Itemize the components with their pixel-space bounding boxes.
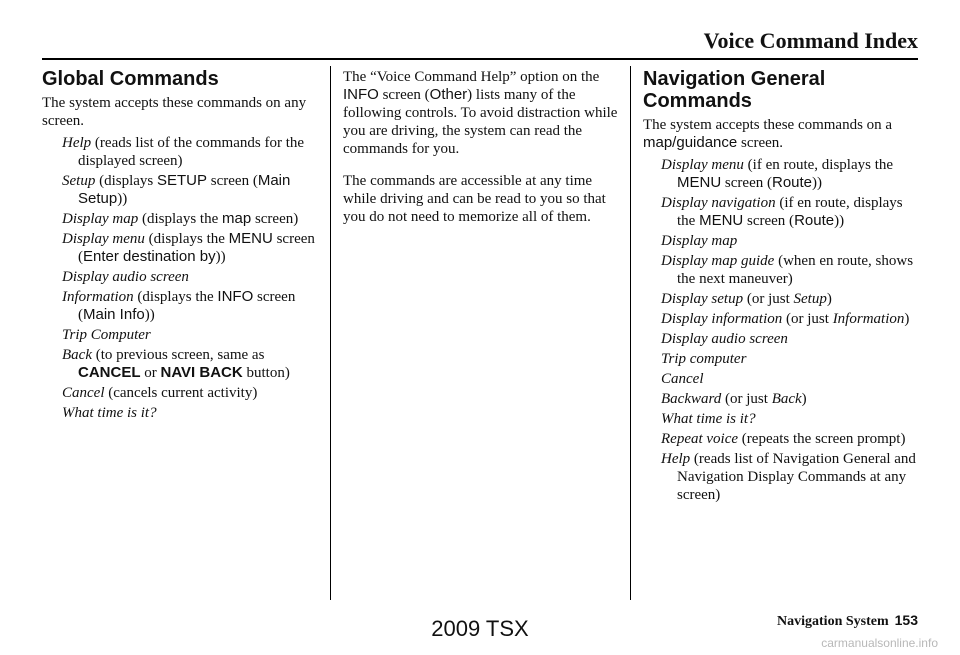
command-description: (displays — [95, 173, 157, 189]
command-display-menu — [643, 156, 918, 192]
command-name: Display map — [661, 233, 738, 249]
command-description: ) — [826, 291, 832, 307]
command-description: (displays the — [133, 289, 218, 305]
screen-name: Route — [771, 174, 813, 191]
command-description: (reads list of Navigation General and Navigation Display Commands at any screen) — [677, 451, 916, 503]
command-back — [42, 346, 318, 382]
command-name: Information — [62, 289, 134, 305]
command-display-audio — [42, 268, 318, 286]
command-name: Display audio screen — [62, 269, 189, 285]
navigation-commands-list — [643, 156, 918, 504]
screen-name: Other — [429, 86, 468, 103]
command-name: Display information — [661, 311, 783, 327]
screen-name: map/guidance — [643, 134, 738, 151]
screen-name: MENU — [677, 174, 722, 191]
command-repeat-voice — [643, 430, 918, 448]
command-display-map-guide — [643, 252, 918, 288]
screen-name: Main Info — [83, 306, 145, 323]
command-name: Display audio screen — [661, 331, 788, 347]
command-name: Backward — [661, 391, 722, 407]
command-description: (reads list of the commands for the displayed screen) — [78, 135, 305, 169]
command-description: (displays the — [144, 231, 229, 247]
command-alias: Setup — [793, 291, 827, 307]
command-display-map — [42, 210, 318, 228]
command-display-menu — [42, 230, 318, 266]
command-description: )) — [144, 307, 155, 323]
screen-name: MENU — [699, 212, 744, 229]
command-description: (if en route, displays the — [677, 195, 903, 229]
navigation-commands-column — [643, 68, 918, 506]
command-name: Cancel — [62, 385, 105, 401]
command-trip-computer — [42, 326, 318, 344]
screen-name: MENU — [228, 230, 273, 247]
command-description: screen) — [251, 211, 299, 227]
command-information — [42, 288, 318, 324]
command-name: Display navigation — [661, 195, 776, 211]
command-display-navigation — [643, 194, 918, 230]
footer-section-name: Navigation System — [777, 614, 889, 629]
command-name: What time is it? — [62, 405, 157, 421]
command-display-audio — [643, 330, 918, 348]
voice-help-paragraph-2: The commands are accessible at any time while driving and can be read to you so that you do not need to memorize all of them. — [343, 173, 606, 225]
command-description: )) — [117, 191, 128, 207]
command-help — [643, 450, 918, 504]
command-help — [42, 134, 318, 170]
command-name: Repeat voice — [661, 431, 739, 447]
command-name: Help — [661, 451, 691, 467]
button-name: NAVI BACK — [160, 364, 243, 381]
command-what-time — [643, 410, 918, 428]
command-description: )) — [812, 175, 823, 191]
screen-name: map — [222, 210, 252, 227]
voice-help-paragraph-1 — [343, 68, 618, 158]
command-backward — [643, 390, 918, 408]
command-description: ) — [801, 391, 807, 407]
command-trip-computer — [643, 350, 918, 368]
command-description: screen ( — [743, 213, 795, 229]
column-divider-2 — [630, 66, 631, 600]
command-alias: Information — [832, 311, 905, 327]
command-name: What time is it? — [661, 411, 756, 427]
command-description: screen ( — [78, 231, 315, 265]
command-name: Display setup — [661, 291, 744, 307]
command-description: (or just — [743, 291, 794, 307]
command-description: (when en route, shows the next maneuver) — [677, 253, 914, 287]
command-description: (repeats the screen prompt) — [738, 431, 906, 447]
command-setup — [42, 172, 318, 208]
command-name: Display map guide — [661, 253, 775, 269]
watermark: carmanualsonline.info — [821, 636, 938, 650]
command-description: (or just — [782, 311, 833, 327]
voice-help-column — [343, 68, 618, 226]
paragraph-text: screen ( — [378, 87, 430, 103]
screen-name: Route — [794, 212, 835, 229]
global-commands-heading: Global Commands — [42, 68, 219, 90]
intro-text: screen. — [737, 135, 784, 151]
command-description: screen ( — [78, 289, 296, 323]
command-name: Setup — [62, 173, 96, 189]
global-commands-column — [42, 68, 318, 424]
command-description: (cancels current activity) — [104, 385, 258, 401]
command-description: )) — [834, 213, 845, 229]
paragraph-text: The “Voice Command Help” option on the — [343, 69, 600, 85]
footer-model-label: 2009 TSX — [431, 616, 529, 641]
command-description: (to previous screen, same as — [91, 347, 265, 363]
command-what-time — [42, 404, 318, 422]
command-name: Trip Computer — [62, 327, 151, 343]
command-description: )) — [215, 249, 226, 265]
command-name: Back — [62, 347, 92, 363]
global-commands-list — [42, 134, 318, 422]
command-description: or — [140, 365, 161, 381]
command-display-setup — [643, 290, 918, 308]
paragraph-text: ) lists many of the following controls. To avoid distraction while you are driving, the system can read the commands for you. — [343, 87, 618, 157]
command-description: ) — [904, 311, 910, 327]
global-commands-intro: The system accepts these commands on any screen. — [42, 95, 307, 129]
screen-name: Main Setup — [78, 172, 291, 207]
screen-name: INFO — [343, 86, 379, 103]
command-name: Trip computer — [661, 351, 747, 367]
command-cancel — [42, 384, 318, 402]
command-display-information — [643, 310, 918, 328]
header-divider — [42, 58, 918, 60]
command-description: (or just — [721, 391, 772, 407]
intro-text: The system accepts these commands on a — [643, 117, 893, 133]
button-name: CANCEL — [78, 364, 141, 381]
command-description: button) — [242, 365, 290, 381]
page-number: 153 — [894, 612, 918, 628]
command-name: Display map — [62, 211, 139, 227]
command-alias: Back — [771, 391, 802, 407]
navigation-commands-intro — [643, 116, 918, 152]
column-divider-1 — [330, 66, 331, 600]
command-name: Cancel — [661, 371, 704, 387]
page-header-title: Voice Command Index — [703, 28, 918, 53]
command-description: (if en route, displays the — [743, 157, 894, 173]
command-description: screen ( — [207, 173, 258, 189]
command-display-map — [643, 232, 918, 250]
command-description: (displays the — [138, 211, 222, 227]
command-description: screen ( — [721, 175, 772, 191]
command-name: Display menu — [661, 157, 744, 173]
screen-name: SETUP — [157, 172, 208, 189]
screen-name: Enter destination by — [83, 248, 216, 265]
navigation-commands-heading: Navigation General Commands — [643, 68, 826, 112]
command-cancel — [643, 370, 918, 388]
command-name: Help — [62, 135, 92, 151]
command-name: Display menu — [62, 231, 145, 247]
screen-name: INFO — [217, 288, 254, 305]
